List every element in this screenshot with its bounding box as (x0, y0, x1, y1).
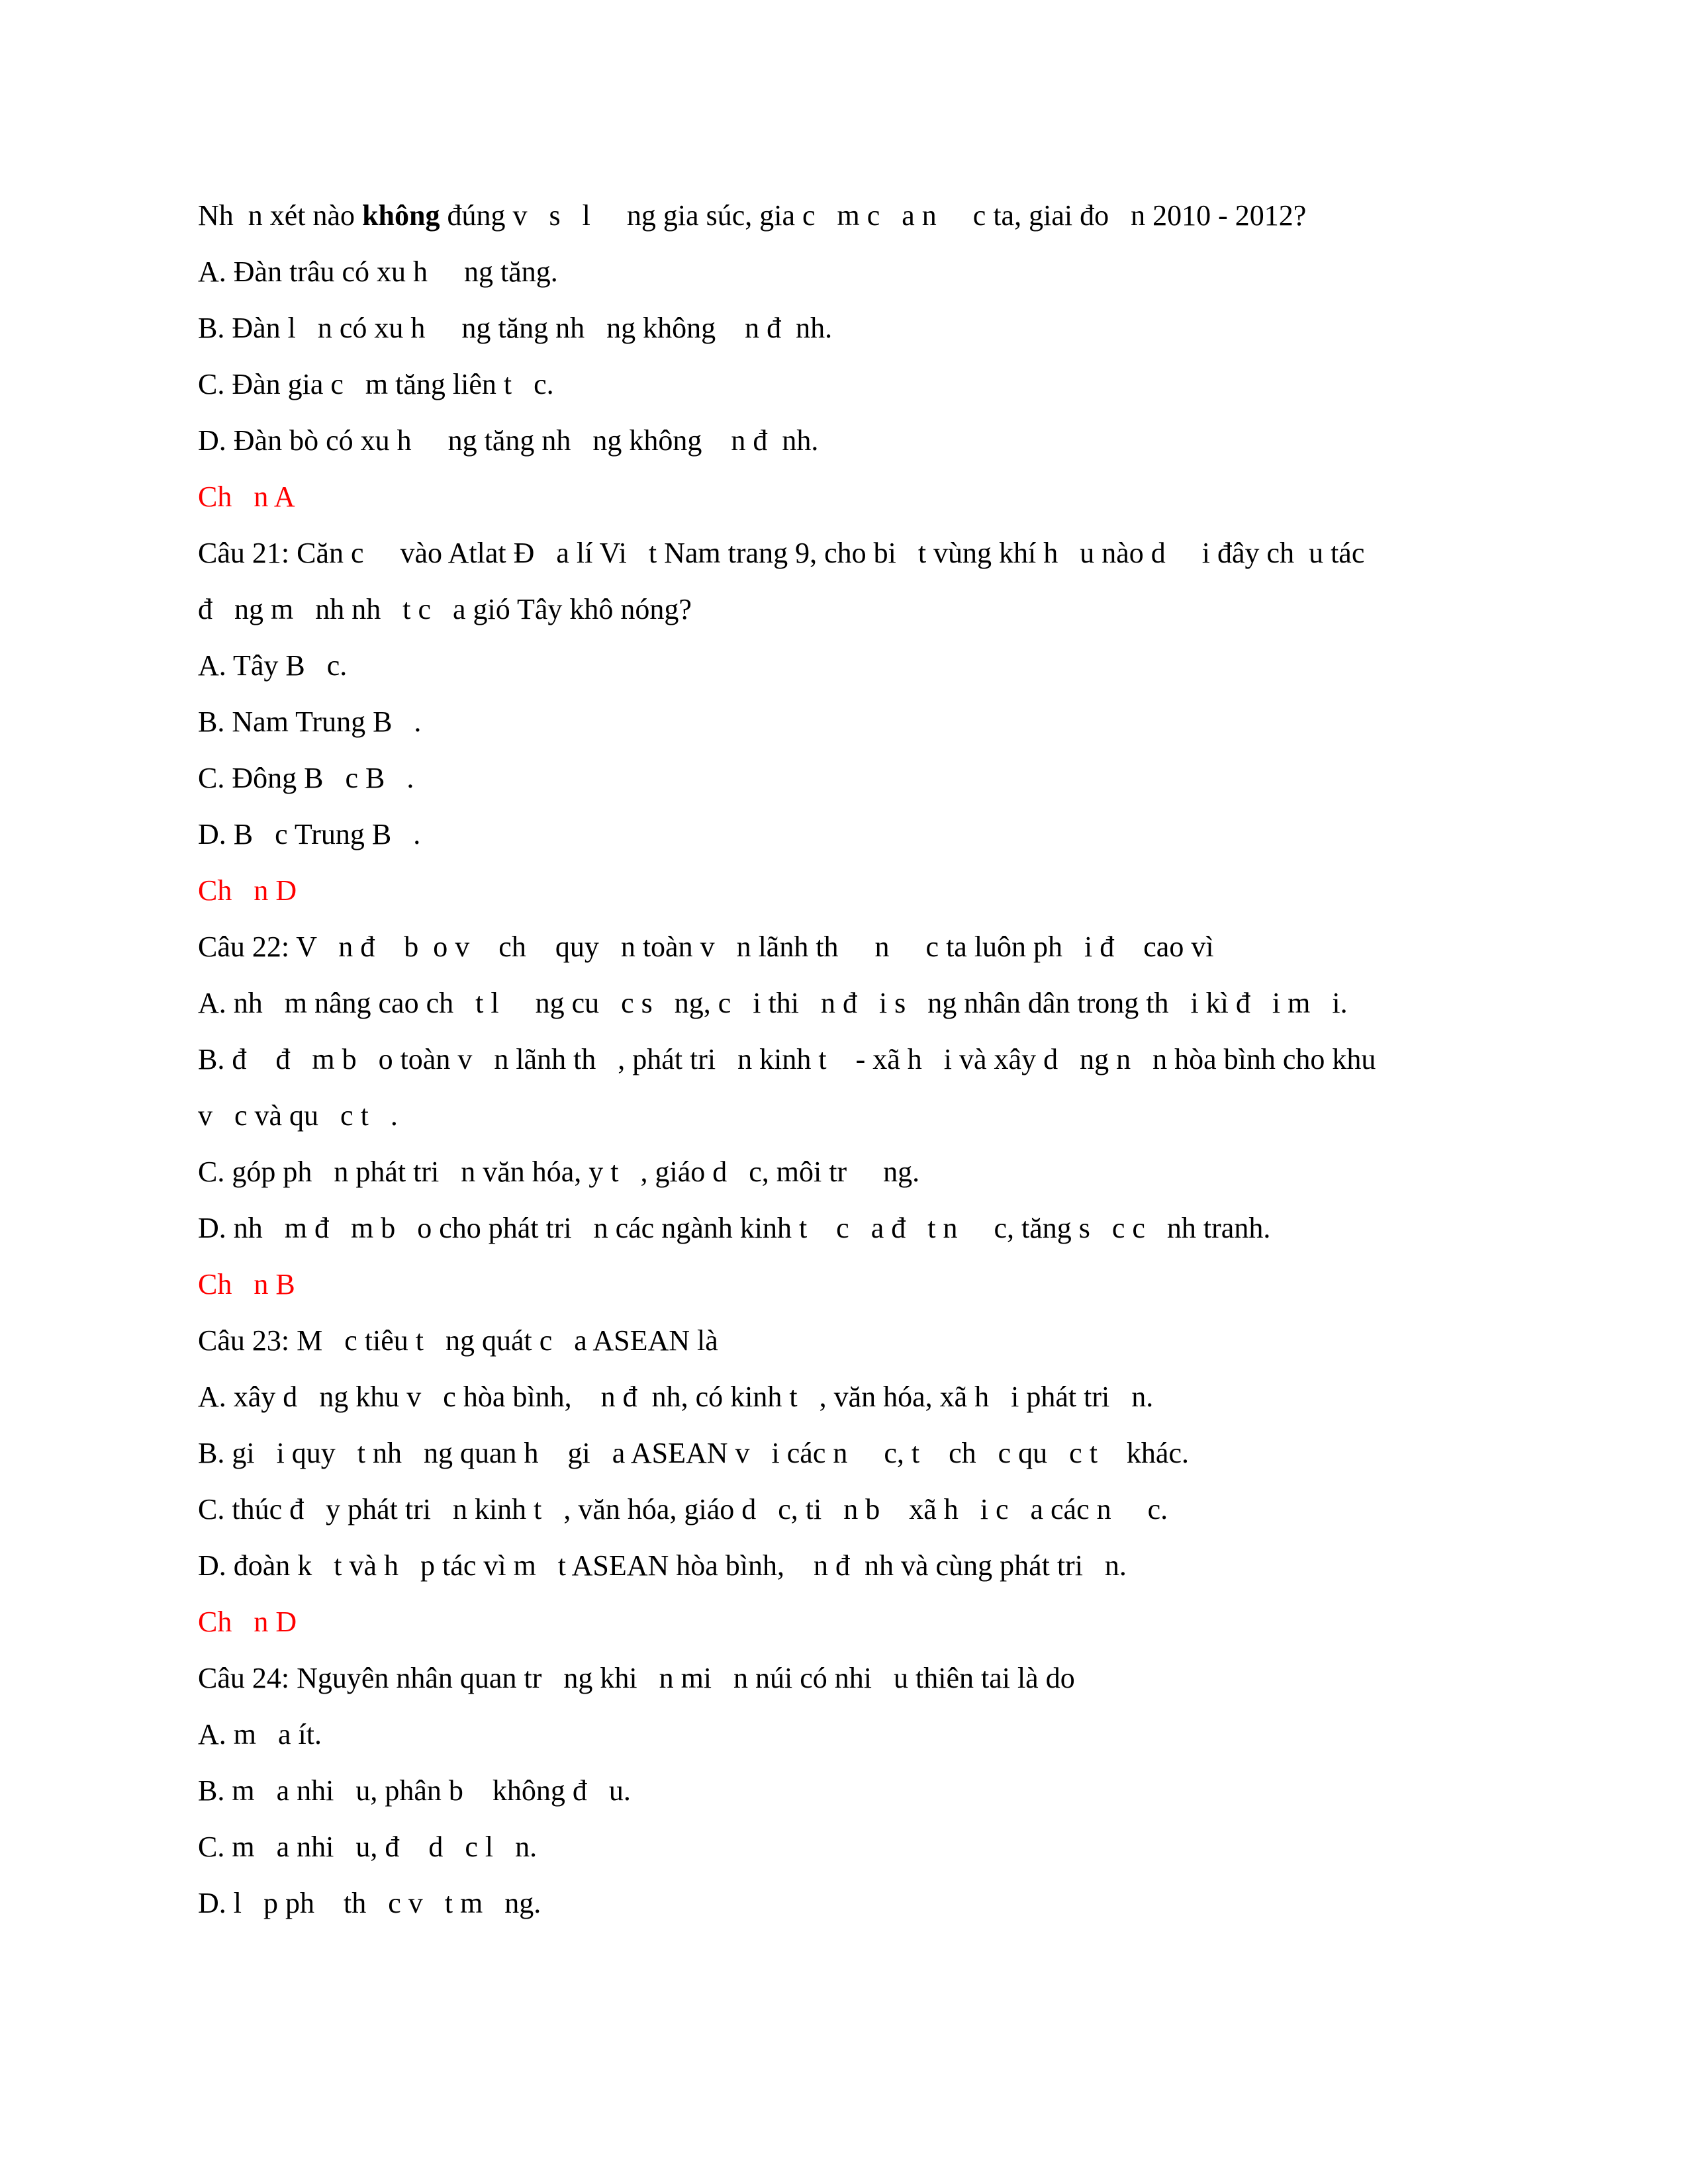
q21-option-b: B. Nam Trung B . (198, 705, 422, 738)
q20-option-c: C. Đàn gia c m tăng liên t c. (198, 368, 554, 400)
q20-option-d: D. Đàn bò có xu h ng tăng nh ng không n đ nh. (198, 424, 819, 457)
q21-option-c: C. Đông B c B . (198, 762, 414, 794)
q22-answer: Ch n B (198, 1268, 295, 1300)
q21-stem-line2: đ ng m nh nh t c a gió Tây khô nóng? (198, 593, 692, 625)
q23-option-c: C. thúc đ y phát tri n kinh t , văn hóa, giáo d c, ti n b xã h i c a các n c. (198, 1493, 1168, 1525)
q20-stem: Nh n xét nào không đúng v s l ng gia súc, gia c m c a n c ta, giai đo n 2010 - 2012? (198, 199, 1307, 232)
q22-option-c: C. góp ph n phát tri n văn hóa, y t , giáo d c, môi tr ng. (198, 1156, 920, 1188)
q23-option-d: D. đoàn k t và h p tác vì m t ASEAN hòa bình, n đ nh và cùng phát tri n. (198, 1549, 1127, 1582)
q22-stem: Câu 22: V n đ b o v ch quy n toàn v n lãnh th n c ta luôn ph i đ cao vì (198, 931, 1214, 963)
q24-option-c: C. m a nhi u, đ d c l n. (198, 1831, 538, 1863)
q23-answer: Ch n D (198, 1606, 297, 1638)
q21-stem-line1: Câu 21: Căn c vào Atlat Đ a lí Vi t Nam trang 9, cho bi t vùng khí h u nào d i đây ch u tác (198, 537, 1365, 569)
q20-answer: Ch n A (198, 480, 295, 513)
q24-option-b: B. m a nhi u, phân b không đ u. (198, 1774, 631, 1807)
q20-option-b: B. Đàn l n có xu h ng tăng nh ng không n đ nh. (198, 312, 833, 344)
q21-option-d: D. B c Trung B . (198, 818, 421, 850)
q22-option-d: D. nh m đ m b o cho phát tri n các ngành kinh t c a đ t n c, tăng s c c nh tranh. (198, 1212, 1271, 1244)
q22-option-a: A. nh m nâng cao ch t l ng cu c s ng, c i thi n đ i s ng nhân dân trong th i kì đ i m i. (198, 987, 1348, 1019)
q24-option-d: D. l p ph th c v t m ng. (198, 1887, 541, 1919)
q21-option-a: A. Tây B c. (198, 649, 348, 682)
q20-option-a: A. Đàn trâu có xu h ng tăng. (198, 255, 558, 288)
q22-option-b-line1: B. đ đ m b o toàn v n lãnh th , phát tri n kinh t - xã h i và xây d ng n n hòa bình cho khu (198, 1043, 1376, 1075)
q24-stem: Câu 24: Nguyên nhân quan tr ng khi n mi n núi có nhi u thiên tai là do (198, 1662, 1075, 1694)
q23-stem: Câu 23: M c tiêu t ng quát c a ASEAN là (198, 1324, 718, 1357)
q23-option-a: A. xây d ng khu v c hòa bình, n đ nh, có kinh t , văn hóa, xã h i phát tri n. (198, 1381, 1154, 1413)
q20-stem-emphasis: không (362, 199, 440, 232)
q24-option-a: A. m a ít. (198, 1718, 322, 1751)
q21-answer: Ch n D (198, 874, 297, 907)
q22-option-b-line2: v c và qu c t . (198, 1099, 398, 1132)
q23-option-b: B. gi i quy t nh ng quan h gi a ASEAN v i các n c, t ch c qu c t khác. (198, 1437, 1189, 1469)
